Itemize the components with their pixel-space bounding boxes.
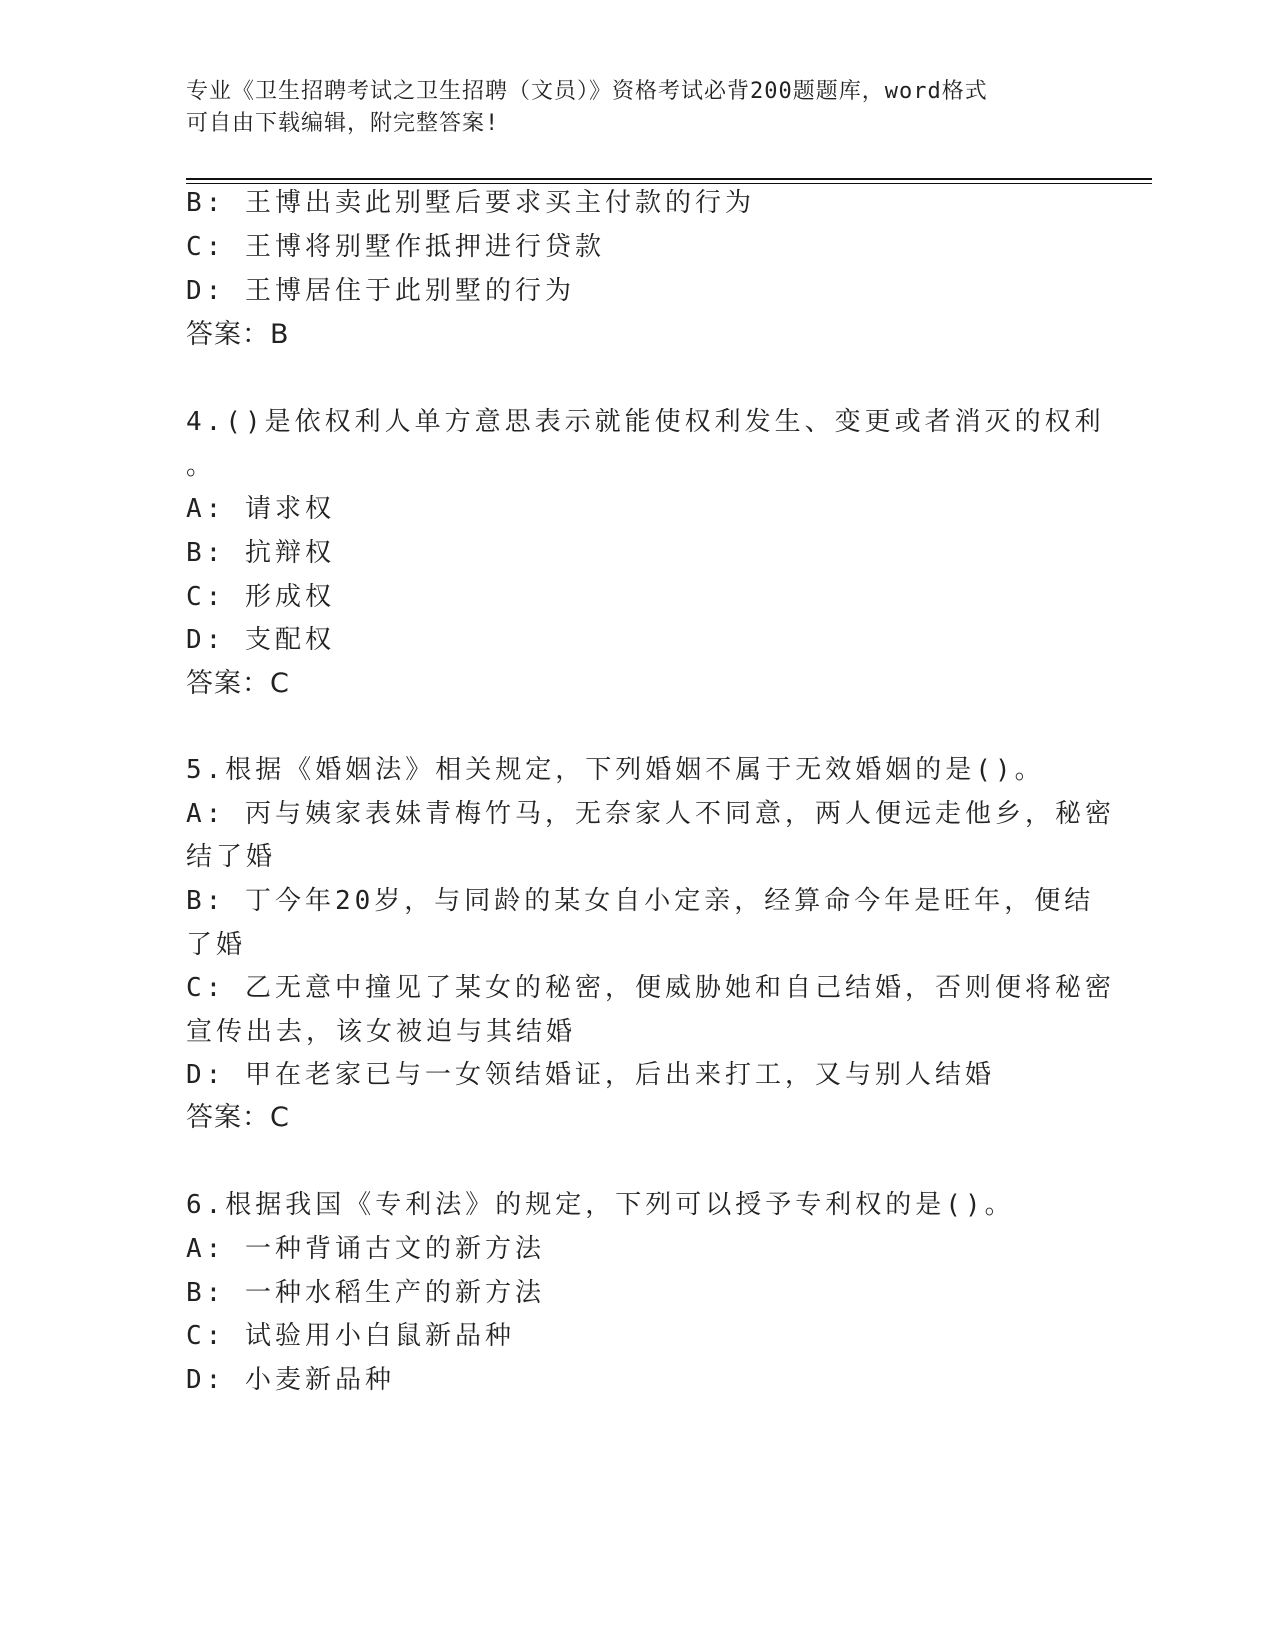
q5-option-c-line-1: C: 乙无意中撞见了某女的秘密，便威胁她和自己结婚，否则便将秘密: [186, 973, 1115, 1003]
q5-answer: 答案：C: [186, 1102, 290, 1133]
header-title-line-1: 专业《卫生招聘考试之卫生招聘（文员）》资格考试必背200题题库，word格式: [186, 79, 988, 104]
q4-option-c: C: 形成权: [186, 582, 335, 612]
q4-option-d: D: 支配权: [186, 625, 335, 655]
header-divider-thin: [186, 183, 1152, 184]
q4-option-a: A: 请求权: [186, 494, 335, 524]
q5-option-b-line-1: B: 丁今年20岁，与同龄的某女自小定亲，经算命今年是旺年，便结: [186, 886, 1095, 916]
q4-option-b: B: 抗辩权: [186, 538, 335, 568]
q5-option-d: D: 甲在老家已与一女领结婚证，后出来打工，又与别人结婚: [186, 1060, 995, 1090]
q5-option-b-line-2: 了婚: [186, 930, 247, 960]
q6-option-a: A: 一种背诵古文的新方法: [186, 1234, 545, 1264]
q4-stem-line-2: 。: [186, 451, 217, 481]
document-header: [186, 76, 1066, 140]
q4-answer: 答案：C: [186, 668, 290, 699]
header-divider-thick: [186, 178, 1152, 180]
q3-answer: 答案：B: [186, 319, 290, 350]
q5-option-a-line-1: A: 丙与姨家表妹青梅竹马，无奈家人不同意，两人便远走他乡，秘密: [186, 799, 1115, 829]
q5-option-a-line-2: 结了婚: [186, 842, 277, 872]
q5-stem: 5.根据《婚姻法》相关规定，下列婚姻不属于无效婚姻的是()。: [186, 755, 1045, 785]
header-title-line-2: 可自由下载编辑，附完整答案!: [186, 111, 500, 136]
q5-option-c-line-2: 宣传出去，该女被迫与其结婚: [186, 1017, 577, 1047]
q3-option-c: C: 王博将别墅作抵押进行贷款: [186, 232, 605, 262]
q3-option-b: B: 王博出卖此别墅后要求买主付款的行为: [186, 188, 755, 218]
q4-stem-line-1: 4.()是依权利人单方意思表示就能使权利发生、变更或者消灭的权利: [186, 407, 1105, 437]
q6-stem: 6.根据我国《专利法》的规定，下列可以授予专利权的是()。: [186, 1190, 1015, 1220]
q3-option-d: D: 王博居住于此别墅的行为: [186, 276, 575, 306]
q6-option-d: D: 小麦新品种: [186, 1365, 395, 1395]
q6-option-c: C: 试验用小白鼠新品种: [186, 1321, 515, 1351]
q6-option-b: B: 一种水稻生产的新方法: [186, 1278, 545, 1308]
